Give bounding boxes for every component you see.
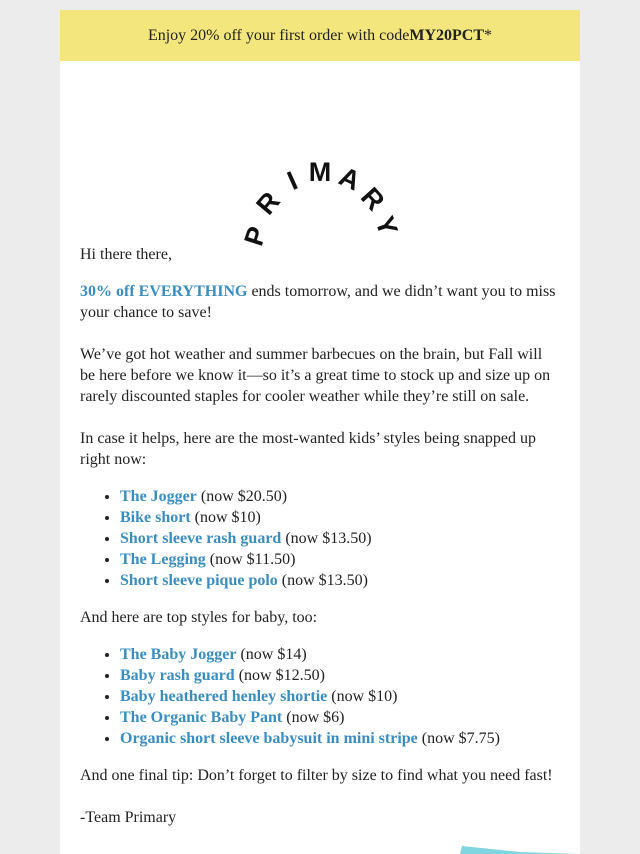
paragraph-kids: In case it helps, here are the most-wanted kids’ styles being snapped up right now: xyxy=(80,430,537,468)
product-price: (now $13.50) xyxy=(277,572,369,589)
list-item xyxy=(120,528,560,549)
list-item xyxy=(120,486,560,507)
product-price: (now $20.50) xyxy=(196,488,288,505)
product-link[interactable]: The Organic Baby Pant xyxy=(120,709,283,726)
product-price: (now $13.50) xyxy=(281,530,372,547)
list-item xyxy=(120,728,560,749)
list-item xyxy=(120,644,560,665)
product-price: (now $6) xyxy=(282,709,345,726)
brand-logo[interactable] xyxy=(60,61,580,250)
product-price: (now $10) xyxy=(327,688,398,705)
product-link[interactable]: Baby heathered henley shortie xyxy=(120,688,328,705)
promo-asterisk: * xyxy=(484,26,493,44)
list-item xyxy=(120,507,560,528)
logo-letter: M xyxy=(308,157,332,187)
product-link[interactable]: The Jogger xyxy=(120,488,197,505)
logo-letter: Y xyxy=(369,212,404,240)
logo-letter: R xyxy=(250,186,286,221)
product-link[interactable]: Organic short sleeve babysuit in mini stripe xyxy=(120,730,418,747)
primary-logo-mark xyxy=(230,101,410,250)
paragraph-fall: We’ve got hot weather and summer barbecues on the brain, but Fall will be here before we know it—so it’s a great time to stock up and size up on rarely discounted staples for cooler weather while they’re still on sale. xyxy=(80,346,551,405)
paragraph-baby: And here are top styles for baby, too: xyxy=(80,609,318,626)
product-link[interactable]: The Baby Jogger xyxy=(120,646,237,663)
logo-letter: R xyxy=(355,181,391,217)
sale-link[interactable]: 30% off EVERYTHING xyxy=(80,283,248,300)
list-item xyxy=(120,686,560,707)
logo-letter: I xyxy=(282,165,302,197)
product-price: (now $7.75) xyxy=(417,730,500,747)
product-link[interactable]: Baby rash guard xyxy=(120,667,235,684)
promo-text: Enjoy 20% off your first order with code xyxy=(147,26,410,44)
list-item xyxy=(120,570,560,591)
kids-product-list xyxy=(80,486,560,591)
promo-banner xyxy=(60,10,580,61)
product-link[interactable]: Short sleeve rash guard xyxy=(120,530,282,547)
product-price: (now $11.50) xyxy=(205,551,296,568)
email-body xyxy=(60,244,580,828)
product-link[interactable]: The Legging xyxy=(120,551,206,568)
list-item xyxy=(120,707,560,728)
intro-text: ends tomorrow, and we didn’t want you to miss your chance to save! xyxy=(80,283,556,321)
decorative-shape-icon xyxy=(460,846,580,854)
intro-paragraph xyxy=(80,281,560,323)
final-tip: And one final tip: Don’t forget to filter by size to find what you need fast! xyxy=(80,767,553,784)
logo-letter: A xyxy=(334,161,365,197)
list-item xyxy=(120,665,560,686)
product-link[interactable]: Bike short xyxy=(120,509,191,526)
product-price: (now $14) xyxy=(236,646,307,663)
logo-letter: P xyxy=(238,223,273,250)
promo-code: MY20PCT xyxy=(409,26,485,44)
product-price: (now $10) xyxy=(190,509,261,526)
baby-product-list xyxy=(80,644,560,749)
product-price: (now $12.50) xyxy=(234,667,325,684)
greeting: Hi there there, xyxy=(80,246,172,263)
signoff: -Team Primary xyxy=(80,809,177,826)
product-link[interactable]: Short sleeve pique polo xyxy=(120,572,278,589)
list-item xyxy=(120,549,560,570)
email-container xyxy=(60,10,580,854)
